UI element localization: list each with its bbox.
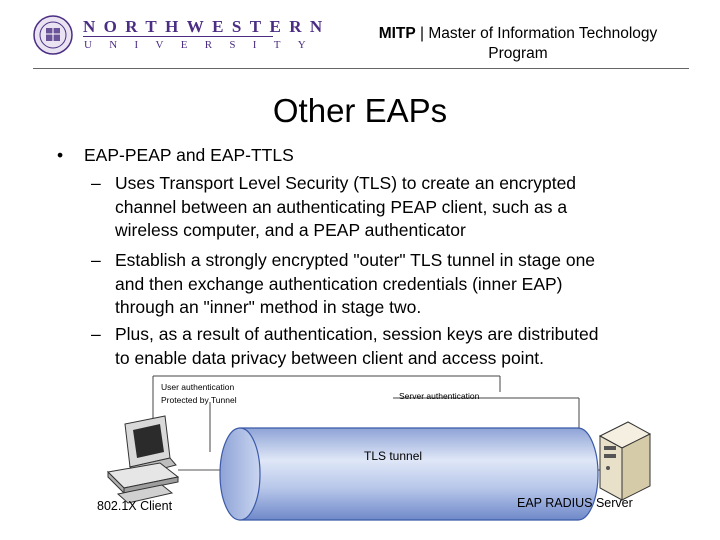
program-separator: | [415,25,429,42]
bullet-marker: • [57,145,64,165]
client-label: 802.1X Client [97,499,173,513]
sub-bullet-line: wireless computer, and a PEAP authenticator [115,220,466,240]
program-header [330,24,706,64]
program-abbr: MITP [378,25,416,42]
program-name-line1: Master of Information Technology [428,25,658,42]
tls-tunnel-diagram [0,372,720,540]
server-label: EAP RADIUS Server [517,496,633,510]
server-icon [600,422,650,500]
header-divider [33,68,689,69]
logo-rule [83,36,273,37]
sub-bullet-dash: – [91,324,101,344]
slide-title: Other EAPs [272,92,448,129]
client-computer-icon [108,416,178,503]
tunnel-label: TLS tunnel [364,449,423,463]
sub-bullet-line: channel between an authenticating PEAP client, such as a [115,196,568,217]
sub-bullet-line: Uses Transport Level Security (TLS) to create an encrypted [115,173,577,193]
user-auth-label: User authentication [161,382,235,392]
program-name-line2: Program [488,45,548,62]
sub-bullet-line: to enable data privacy between client and access point. [115,347,545,368]
university-seal-icon [33,15,73,55]
sub-bullet-dash: – [91,250,101,270]
logo-wordmark: NORTHWESTERN [83,17,331,36]
sub-bullet-dash: – [91,173,101,193]
server-auth-label: Server authentication [399,391,480,401]
sub-bullet-line: through an "inner" method in stage two. [115,297,422,317]
sub-bullet-line: and then exchange authentication credentials (inner EAP) [115,273,563,294]
sub-bullet-line: Plus, as a result of authentication, session keys are distributed [115,324,599,344]
logo-subword: UNIVERSITY [84,39,323,51]
user-auth-label: Protected by Tunnel [161,395,237,405]
bullet-text: EAP-PEAP and EAP-TTLS [84,145,294,165]
sub-bullet-line: Establish a strongly encrypted "outer" TLS tunnel in stage one [115,250,596,270]
